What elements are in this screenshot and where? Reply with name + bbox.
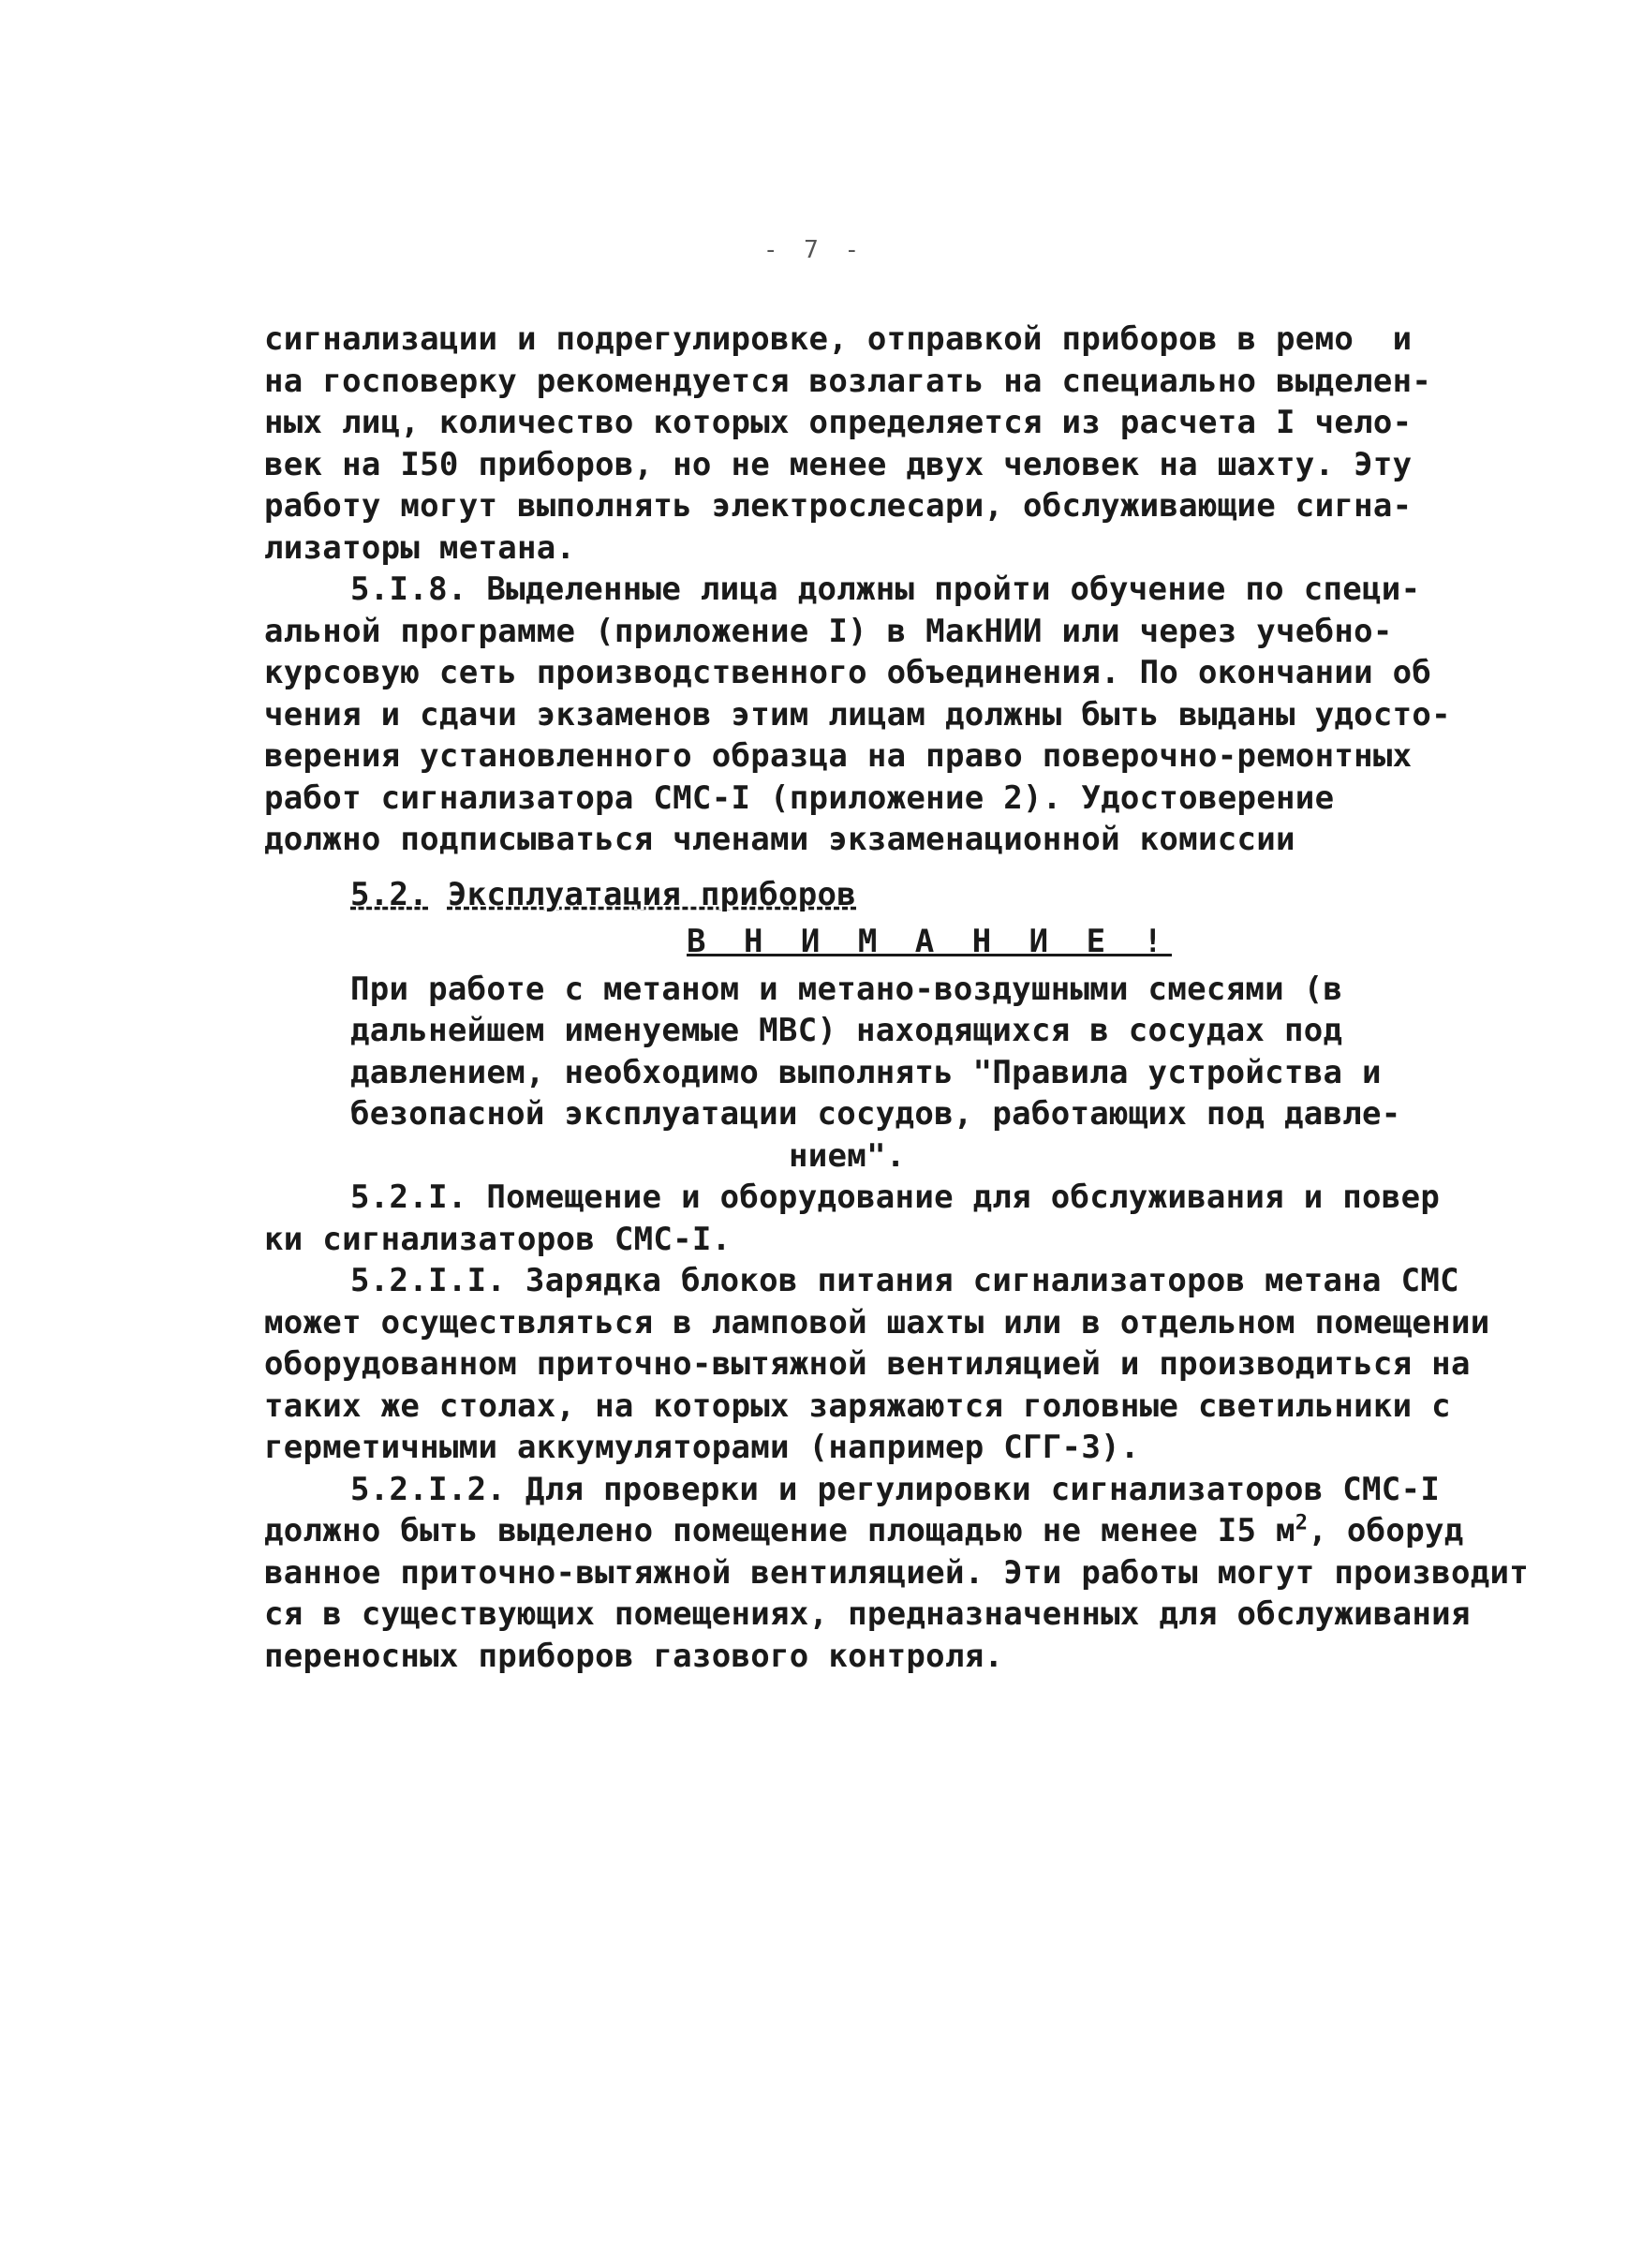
superscript-2: 2 [1295,1511,1309,1535]
warning-line: дальнейшем именуемые МВС) находящихся в сосудах под [350,1012,1343,1049]
clause-5212-line: ванное приточно-вытяжной вентиляцией. Эти работы могут производит [264,1553,1530,1592]
warning-title [264,921,1351,963]
clause-5212-line: 5.2.I.2. Для проверки и регулировки сигнализаторов СМС-I [350,1470,1441,1508]
clause-5211-line: оборудованном приточно-вытяжной вентиляцией и производиться на [264,1345,1471,1383]
paragraph-line: ных лиц, количество которых определяется из расчета I чело- [264,404,1413,441]
clause-518-line: верения установленного образца на право поверочно-ремонтных [264,737,1413,775]
clause-5212-line: переносных приборов газового контроля. [264,1637,1004,1675]
paragraph-line: лизаторы метана. [264,528,576,567]
warning-line: давлением, необходимо выполнять "Правила устройства и [350,1053,1382,1091]
warning-line: безопасной эксплуатации сосудов, работающих под давле- [350,1095,1401,1133]
clause-5212-text: должно быть выделено помещение площадью не менее I5 м [264,1512,1295,1549]
paragraph-line: работу могут выполнять электрослесари, обслуживающие сигна- [264,487,1413,525]
warning-line-last: нием". [789,1136,906,1175]
clause-521-line: 5.2.I. Помещение и оборудование для обслуживания и повер [350,1178,1441,1216]
document-body [264,319,1530,1677]
clause-521-line: ки сигнализаторов СМС-I. [264,1220,732,1258]
page-number: - 7 - [762,236,866,264]
clause-5211-line: может осуществляться в ламповой шахты или в отдельном помещении [264,1303,1490,1342]
warning-title-text: В Н И М А Н И Е ! [687,923,1172,960]
clause-5211-line: таких же столах, на которых заряжаются головные светильники с [264,1386,1451,1425]
clause-518-line: должно подписываться членами экзаменационной комиссии [264,821,1295,858]
clause-518-line: 5.I.8. Выделенные лица должны пройти обучение по специ- [350,571,1421,608]
clause-5212-line: ся в существующих помещениях, предназначенных для обслуживания [264,1595,1471,1633]
clause-518-line: курсовую сеть производственного объединения. По окончании об [264,654,1432,691]
section-title: Эксплуатация приборов [447,875,857,913]
paragraph-line: на госповерку рекомендуется возлагать на специально выделен- [264,362,1432,400]
paragraph-line: век на I50 приборов, но не менее двух человек на шахту. Эту [264,445,1413,483]
warning-line: При работе с метаном и метано-воздушными смесями (в [350,970,1343,1008]
clause-5211-line: 5.2.I.I. Зарядка блоков питания сигнализаторов метана СМС [350,1262,1459,1299]
clause-518-line: работ сигнализатора СМС-I (приложение 2). Удостоверение [264,778,1335,817]
clause-5212-text: , оборуд [1308,1512,1464,1549]
clause-5212-line [264,1510,1464,1552]
section-number: 5.2. [350,875,429,913]
section-heading [264,874,1351,916]
paragraph-line: сигнализации и подрегулировке, отправкой приборов в ремо и [264,320,1413,358]
clause-518-line: альной программе (приложение I) в МакНИИ или через учебно- [264,612,1393,650]
clause-518-line: чения и сдачи экзаменов этим лицам должны быть выданы удосто- [264,695,1451,734]
clause-5211-line: герметичными аккумуляторами (например СГГ-3). [264,1429,1140,1466]
